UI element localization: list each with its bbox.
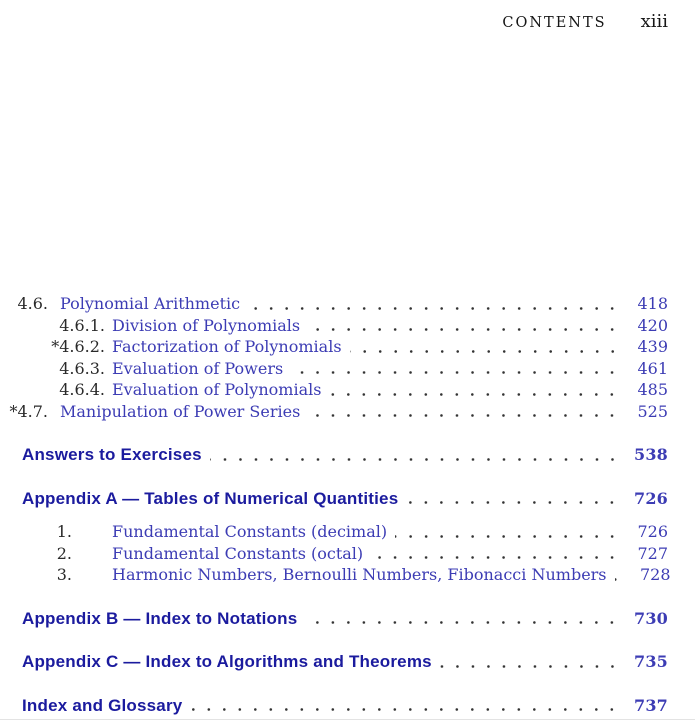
entry-title: Answers to Exercises <box>22 445 202 464</box>
entry-page-number: 737 <box>634 695 668 715</box>
entry-title: Evaluation of Polynomials <box>112 380 322 399</box>
entry-page-number: 727 <box>637 543 668 563</box>
entry-title: Appendix C — Index to Algorithms and Theorems <box>22 652 432 671</box>
dot-leader <box>371 543 622 565</box>
table-of-contents <box>0 293 671 716</box>
entry-page-number: 730 <box>634 608 668 628</box>
dot-leader <box>190 695 622 717</box>
dot-leader <box>210 444 622 466</box>
section-number: *4.6.2. <box>51 337 105 356</box>
section-number: 2. <box>56 543 72 563</box>
entry-title: Evaluation of Powers <box>112 358 284 378</box>
dot-leader <box>291 358 622 380</box>
entry-page-number: 726 <box>637 522 668 541</box>
running-head: CONTENTS <box>502 15 607 31</box>
entry-page-number: 538 <box>634 445 668 464</box>
entry-title: Harmonic Numbers, Bernoulli Numbers, Fibonacci Numbers <box>112 565 607 584</box>
entry-title: Manipulation of Power Series <box>60 401 301 421</box>
dot-leader <box>308 401 622 423</box>
toc-entry[interactable] <box>0 293 668 315</box>
dot-leader <box>406 488 622 510</box>
entry-page-number: 485 <box>637 380 668 399</box>
entry-title: Factorization of Polynomials <box>112 337 342 356</box>
entry-page-number: 420 <box>637 315 668 335</box>
toc-entry[interactable] <box>0 488 668 510</box>
entry-page-number: 735 <box>634 652 668 671</box>
toc-entry[interactable] <box>0 564 671 586</box>
entry-page-number: 726 <box>634 488 668 508</box>
folio-page-number: xiii <box>640 11 668 32</box>
toc-entry[interactable] <box>0 336 668 358</box>
entry-title: Appendix B — Index to Notations <box>22 608 298 628</box>
section-number: 4.6.1. <box>59 315 105 335</box>
dot-leader <box>308 315 622 337</box>
section-number: 3. <box>56 565 72 584</box>
toc-entry[interactable] <box>0 608 668 630</box>
toc-entry[interactable] <box>0 379 668 401</box>
entry-title: Polynomial Arithmetic <box>60 294 241 313</box>
toc-entry[interactable] <box>0 358 668 380</box>
toc-entry[interactable] <box>0 543 668 565</box>
entry-page-number: 418 <box>637 294 668 313</box>
dot-leader <box>329 379 622 401</box>
section-number: 4.6.4. <box>59 380 105 399</box>
entry-page-number: 728 <box>639 565 671 584</box>
dot-leader <box>440 651 622 673</box>
entry-page-number: 461 <box>637 358 668 378</box>
toc-entry[interactable] <box>0 695 668 717</box>
dot-leader <box>248 293 622 315</box>
page-header <box>0 11 668 32</box>
entry-title: Index and Glossary <box>22 695 183 715</box>
section-number: 1. <box>56 522 72 541</box>
section-number: 4.6. <box>17 294 48 313</box>
entry-title: Division of Polynomials <box>112 315 301 335</box>
entry-title: Appendix A — Tables of Numerical Quantities <box>22 488 399 508</box>
toc-entry[interactable] <box>0 444 668 466</box>
section-number: 4.6.3. <box>59 358 105 378</box>
toc-entry[interactable] <box>0 521 668 543</box>
entry-title: Fundamental Constants (decimal) <box>112 522 388 541</box>
toc-entry[interactable] <box>0 315 668 337</box>
dot-leader <box>350 336 622 358</box>
toc-entry[interactable] <box>0 401 668 423</box>
dot-leader <box>395 521 622 543</box>
entry-title: Fundamental Constants (octal) <box>112 543 364 563</box>
toc-entry[interactable] <box>0 651 668 673</box>
entry-page-number: 439 <box>637 337 668 356</box>
section-number: *4.7. <box>9 401 48 421</box>
entry-page-number: 525 <box>637 401 668 421</box>
dot-leader <box>615 564 625 586</box>
dot-leader <box>305 608 622 630</box>
